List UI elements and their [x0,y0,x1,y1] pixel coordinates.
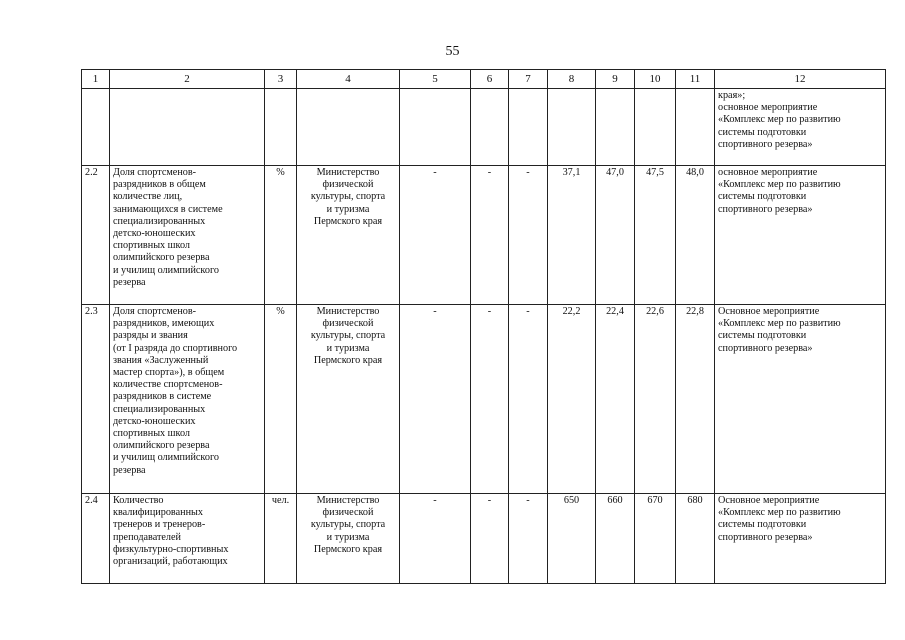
value-cell: 670 [635,494,676,584]
measure-cell: основное мероприятие «Комплекс мер по развитию системы подготовки спортивного резерва» [715,166,886,305]
value-cell [676,89,715,166]
table-row [82,166,886,305]
responsible [297,89,400,166]
responsible: Министерство физической культуры, спорта и туризма Пермского края [297,494,400,584]
column-header: 7 [509,70,548,89]
value-cell: 22,4 [596,305,635,494]
column-header: 3 [265,70,297,89]
value-cell: 660 [596,494,635,584]
indicator-name: Доля спортсменов- разрядников, имеющих разряды и звания (от I разряда до спортивного звания «Заслуженный мастер спорта»), в общем количестве спортсменов- разрядников в системе специализированных детско-юношеских спортивных школ олимпийского резерва и училищ олимпийского резерва [110,305,265,494]
responsible: Министерство физической культуры, спорта и туризма Пермского края [297,305,400,494]
value-cell [548,89,596,166]
value-cell: - [400,166,471,305]
value-cell: 650 [548,494,596,584]
value-cell: - [471,305,509,494]
column-header: 11 [676,70,715,89]
value-cell: - [509,494,548,584]
value-cell: 22,8 [676,305,715,494]
value-cell: 22,2 [548,305,596,494]
row-number: 2.2 [82,166,110,305]
indicator-name [110,89,265,166]
column-header: 10 [635,70,676,89]
value-cell: - [471,494,509,584]
value-cell [471,89,509,166]
row-number: 2.4 [82,494,110,584]
indicator-name: Количество квалифицированных тренеров и тренеров- преподавателей физкультурно-спортивных организаций, работающих [110,494,265,584]
measure-cell: края»; основное мероприятие «Комплекс мер по развитию системы подготовки спортивного резерва» [715,89,886,166]
table-row [82,494,886,584]
unit: % [265,166,297,305]
value-cell: - [400,305,471,494]
indicator-name: Доля спортсменов- разрядников в общем количестве лиц, занимающихся в системе специализированных детско-юношеских спортивных школ олимпийского резерва и училищ олимпийского резерва [110,166,265,305]
table-header-row [82,70,886,89]
page-number: 55 [445,44,460,59]
column-header: 4 [297,70,400,89]
measure-cell: Основное мероприятие «Комплекс мер по развитию системы подготовки спортивного резерва» [715,494,886,584]
column-header: 1 [82,70,110,89]
value-cell: 680 [676,494,715,584]
indicators-table [81,69,886,584]
value-cell [596,89,635,166]
column-header: 2 [110,70,265,89]
value-cell: - [471,166,509,305]
value-cell: 48,0 [676,166,715,305]
value-cell: 22,6 [635,305,676,494]
table-row [82,305,886,494]
value-cell: - [509,166,548,305]
unit [265,89,297,166]
table-row [82,89,886,166]
value-cell: - [400,494,471,584]
value-cell: 47,0 [596,166,635,305]
measure-cell: Основное мероприятие «Комплекс мер по развитию системы подготовки спортивного резерва» [715,305,886,494]
value-cell [509,89,548,166]
column-header: 8 [548,70,596,89]
value-cell [400,89,471,166]
row-number [82,89,110,166]
unit: % [265,305,297,494]
row-number: 2.3 [82,305,110,494]
column-header: 6 [471,70,509,89]
value-cell: - [509,305,548,494]
column-header: 12 [715,70,886,89]
value-cell: 37,1 [548,166,596,305]
responsible: Министерство физической культуры, спорта и туризма Пермского края [297,166,400,305]
column-header: 9 [596,70,635,89]
unit: чел. [265,494,297,584]
value-cell [635,89,676,166]
column-header: 5 [400,70,471,89]
value-cell: 47,5 [635,166,676,305]
